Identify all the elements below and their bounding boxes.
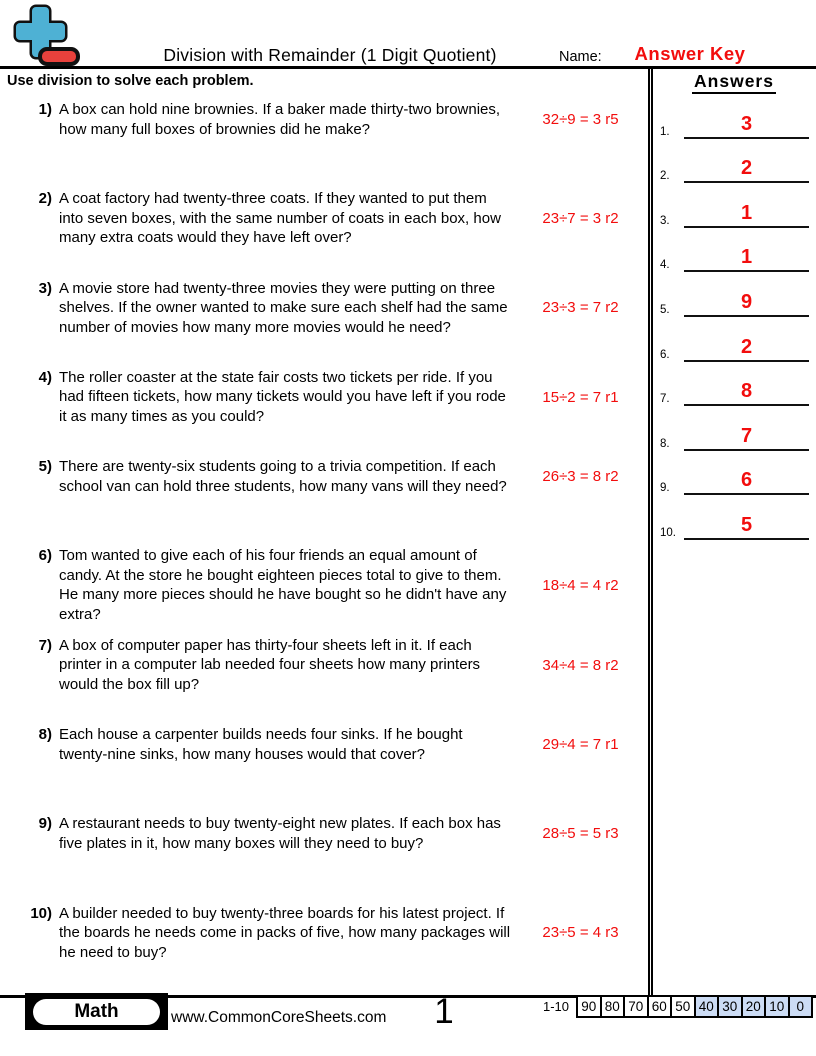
answer-number: 6. <box>660 348 670 361</box>
problem-equation: 26÷3 = 8 r2 <box>542 468 619 486</box>
answer-number: 3. <box>660 214 670 227</box>
problem-equation: 23÷5 = 4 r3 <box>542 924 619 942</box>
problem-text: A box of computer paper has thirty-four sheets left in it. If each printer in a computer lab needed four sheets how many printers would the box fill up? <box>59 636 481 693</box>
problem-body <box>59 279 648 338</box>
problem-number: 9) <box>38 815 52 833</box>
problem-equation: 23÷3 = 7 r2 <box>542 299 619 317</box>
score-cell: 60 <box>647 995 673 1018</box>
problem-number: 4) <box>38 368 52 386</box>
answer-row <box>655 228 813 273</box>
problem-body <box>59 904 648 963</box>
score-range-label: 1-10 <box>542 999 569 1014</box>
answer-line: 6 <box>684 470 809 495</box>
score-cell: 10 <box>764 995 790 1018</box>
answer-line: 5 <box>684 515 809 540</box>
problem-text: A movie store had twenty-three movies they were putting on three shelves. If the owner wanted to make sure each shelf had the same number of movies how many more movies would he need? <box>59 279 508 336</box>
problem-body <box>59 457 648 496</box>
answer-line: 1 <box>684 203 809 228</box>
problem-item <box>0 457 648 546</box>
problem-body <box>59 100 648 139</box>
answer-row <box>655 495 813 540</box>
answer-line: 1 <box>684 247 809 272</box>
answer-number: 1. <box>660 125 670 138</box>
problem-item <box>0 725 648 814</box>
problem-equation: 32÷9 = 3 r5 <box>542 111 619 128</box>
problem-item <box>0 814 648 903</box>
problem-item <box>0 279 648 368</box>
answer-row <box>655 317 813 362</box>
problem-text: A coat factory had twenty-three coats. If they wanted to put them into seven boxes, with the same number of coats in each box, how many extra coats would they have left over? <box>59 190 501 247</box>
problem-number: 8) <box>38 726 52 744</box>
problem-item <box>0 100 648 189</box>
problem-text: There are twenty-six students going to a trivia competition. If each school van can hold three students, how many vans will they need? <box>59 458 507 495</box>
answer-row <box>655 362 813 407</box>
problem-equation: 34÷4 = 8 r2 <box>542 656 619 674</box>
problem-equation: 23÷7 = 3 r2 <box>542 210 619 228</box>
problem-item <box>0 546 648 635</box>
answer-number: 7. <box>660 393 670 406</box>
problem-body <box>59 546 648 624</box>
answer-number: 10. <box>660 526 676 539</box>
problem-number: 7) <box>38 636 52 654</box>
answer-number: 5. <box>660 303 670 316</box>
score-cell: 50 <box>670 995 696 1018</box>
score-cell: 40 <box>694 995 720 1018</box>
answers-list <box>655 94 813 540</box>
score-cell: 90 <box>576 995 602 1018</box>
name-label: Name: <box>559 49 602 65</box>
answer-number: 2. <box>660 170 670 183</box>
grading-scale <box>543 995 813 1018</box>
problem-item <box>0 189 648 278</box>
score-cells <box>576 995 813 1018</box>
answers-column-divider <box>648 69 653 995</box>
problem-text: A box can hold nine brownies. If a baker made thirty-two brownies, how many full boxes of brownies did he make? <box>59 101 501 138</box>
problem-text: A restaurant needs to buy twenty-eight new plates. If each box has five plates in it, how many boxes will they need to buy? <box>59 815 501 852</box>
problem-number: 5) <box>38 458 52 476</box>
answer-row <box>655 94 813 139</box>
instruction-text: Use division to solve each problem. <box>7 73 254 89</box>
problem-number: 2) <box>38 190 52 208</box>
answer-row <box>655 406 813 451</box>
score-cell: 30 <box>717 995 743 1018</box>
score-cell: 70 <box>623 995 649 1018</box>
header-divider <box>0 66 816 69</box>
score-cell: 0 <box>788 995 814 1018</box>
problem-equation: 15÷2 = 7 r1 <box>542 388 619 406</box>
answer-line: 9 <box>684 292 809 317</box>
answer-line: 7 <box>684 426 809 451</box>
problem-number: 10) <box>30 904 52 922</box>
answer-row <box>655 451 813 496</box>
problem-equation: 18÷4 = 4 r2 <box>542 576 619 594</box>
problem-item <box>0 904 648 993</box>
problem-body <box>59 189 648 248</box>
plus-minus-logo-icon <box>12 4 82 68</box>
score-cell: 80 <box>600 995 626 1018</box>
problem-number: 3) <box>38 279 52 297</box>
website-text: www.CommonCoreSheets.com <box>171 1009 387 1026</box>
problem-number: 1) <box>38 101 52 118</box>
problem-body <box>59 368 648 427</box>
subject-badge-label: Math <box>33 999 160 1025</box>
answer-number: 8. <box>660 437 670 450</box>
problem-body <box>59 636 648 695</box>
problem-item <box>0 636 648 725</box>
answers-heading: Answers <box>655 71 813 92</box>
problem-equation: 29÷4 = 7 r1 <box>542 736 619 754</box>
name-value-answer-key: Answer Key <box>634 43 746 64</box>
problem-text: Tom wanted to give each of his four friends an equal amount of candy. At the store he bought eighteen pieces total to give to them. He many more pieces should he have bought so he didn't have any extra? <box>59 547 507 623</box>
answer-number: 9. <box>660 482 670 495</box>
subject-badge <box>25 993 168 1030</box>
problem-text: The roller coaster at the state fair costs two tickets per ride. If you had fifteen tickets, how many tickets would you have left if you rode it as many times as you could? <box>59 368 506 425</box>
commoncoresheets-logo <box>12 4 82 68</box>
problem-text: Each house a carpenter builds needs four sinks. If he bought twenty-nine sinks, how many houses would that cover? <box>59 726 463 763</box>
worksheet-title: Division with Remainder (1 Digit Quotient) <box>163 45 497 65</box>
answer-row <box>655 272 813 317</box>
answer-line: 2 <box>684 337 809 362</box>
problem-text: A builder needed to buy twenty-three boards for his latest project. If the boards he needs come in packs of five, how many packages will he need to buy? <box>59 904 511 961</box>
problem-equation: 28÷5 = 5 r3 <box>542 825 619 843</box>
answer-line: 8 <box>684 381 809 406</box>
answer-number: 4. <box>660 259 670 272</box>
problems-list <box>0 100 648 993</box>
answers-panel <box>655 70 813 540</box>
problem-body <box>59 725 648 764</box>
problem-item <box>0 368 648 457</box>
answer-row <box>655 183 813 228</box>
problem-body <box>59 814 648 853</box>
score-cell: 20 <box>741 995 767 1018</box>
page-number: 1 <box>434 992 454 1031</box>
answer-line: 3 <box>684 114 809 139</box>
answer-row <box>655 139 813 184</box>
answer-line: 2 <box>684 158 809 183</box>
problem-number: 6) <box>38 547 52 565</box>
